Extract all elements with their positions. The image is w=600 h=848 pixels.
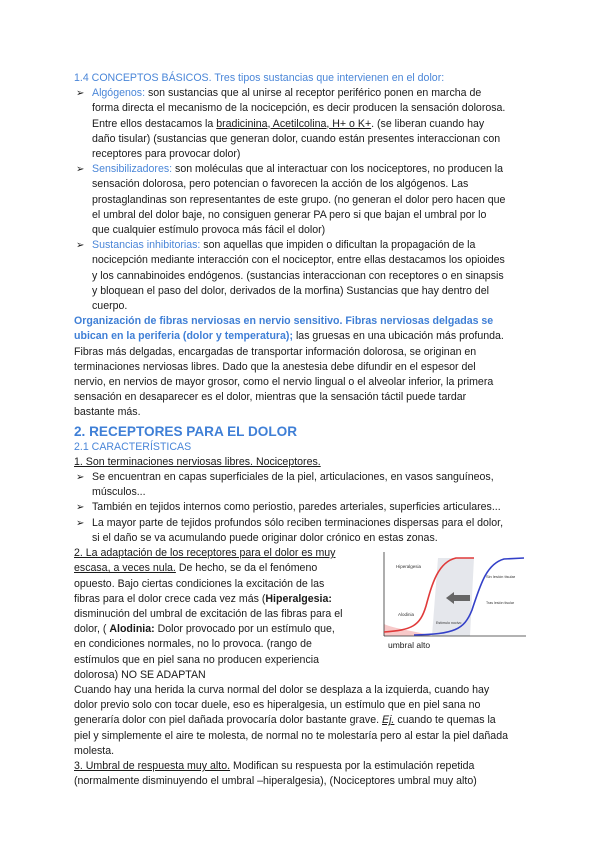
organizacion-title-2: ubican en la periferia (dolor y temperatura); — [74, 330, 293, 343]
text-line: terminaciones nerviosas libres. Dado que la anestesia debe difundir en el espesor del — [74, 360, 476, 373]
text-line: Modifican su respuesta por la estimulación repetida — [230, 759, 475, 772]
text-line: disminución del umbral de excitación de las fibras para el — [74, 607, 343, 620]
text-line: Se encuentran en capas superficiales de la piel, articulaciones, en vasos sanguíneos, — [92, 471, 494, 484]
section-2-1-title: 2.1 CARACTERÍSTICAS — [74, 440, 192, 453]
text-line: bastante más. — [74, 406, 141, 419]
text-line: son moléculas que al interactuar con los nociceptores, no producen la — [172, 163, 504, 176]
text-line: sensación en desaparecer es el dolor, mientras que la sensación táctil puede tardar — [74, 391, 467, 404]
text-line: (normalmente disminuyendo el umbral –hiperalgesia), (Nociceptores umbral muy alto) — [74, 775, 477, 788]
arrow-bullet-icon: ➢ — [76, 240, 85, 252]
text-line: dolor, ( — [74, 623, 110, 636]
text-line: si el daño se va acumulando puede originar dolor crónico en estas zonas. — [92, 531, 438, 544]
text-line: músculos... — [92, 486, 146, 499]
point-1: 1. Son terminaciones nerviosas libres. Nociceptores. — [74, 455, 321, 468]
arrow-bullet-icon: ➢ — [76, 517, 85, 529]
text-line: que cualquier estímulo provoca más fácil el dolor) — [92, 224, 326, 237]
text-line: generaría dolor con piel dañada provocaría dolor bastante grave. — [74, 714, 383, 727]
text-line: Dolor provocado por un estímulo que, — [154, 623, 335, 636]
text-line: nervio, en nervios de mayor grosor, como el nervio lingual o el alveolar inferior, la primera — [74, 376, 494, 389]
bullet-sensibilizadores — [74, 162, 530, 238]
point-2-heading-cont: escasa, a veces nula. — [74, 562, 176, 575]
text-line: sensación dolorosa, pero potencian o favorecen la acción de los algógenos. Las — [92, 178, 469, 191]
text-line: . (se liberan cuando hay — [371, 117, 485, 130]
section-2-title: 2. RECEPTORES PARA EL DOLOR — [74, 423, 298, 439]
text-line: De hecho, se da el fenómeno — [175, 562, 318, 575]
text-line: opuesto. Bajo ciertas condiciones la excitación de las — [74, 577, 325, 590]
ej-italic: Ej. — [382, 714, 395, 727]
organizacion-title: Organización de fibras nerviosas en nervio sensitivo. Fibras nerviosas delgadas se — [74, 315, 494, 328]
text-line: Entre ellos destacamos la — [92, 117, 217, 130]
arrow-bullet-icon: ➢ — [76, 88, 85, 100]
arrow-bullet-icon: ➢ — [76, 472, 85, 484]
bullet-capas-superficiales — [74, 470, 530, 500]
arrow-bullet-icon: ➢ — [76, 164, 85, 176]
text-line: dolor previo solo con tocar duele, eso es hiperalgesia, un estímulo que en piel sana no — [74, 699, 481, 712]
text-line: cuando te quemas la — [394, 714, 496, 727]
text-line: en condiciones normales, no lo provoca. (rango de — [74, 638, 312, 651]
text-line: piel y simplemente el aire te molesta, de normal no te molestaría pero al estar la piel dañada — [74, 729, 508, 742]
bullet-algogenos — [74, 86, 530, 162]
text-line: Fibras más delgadas, encargadas de transportar información dolorosa, se originan en — [74, 345, 477, 358]
arrow-bullet-icon: ➢ — [76, 502, 85, 514]
text-line: receptores para provocar dolor) — [92, 148, 241, 161]
text-line: el umbral del dolor baje, no consiguen generar PA pero si que bajan el umbral por lo — [92, 208, 487, 221]
text-line: fibras para el dolor crece cada vez más ( — [74, 592, 266, 605]
text-line: forma directa el mecanismo de la nocicepción, es decir producen la sensación dolorosa. — [92, 102, 506, 115]
text-line: dolorosa) NO SE ADAPTAN — [74, 668, 206, 681]
text-line: Cuando hay una herida la curva normal del dolor se desplaza a la izquierda, cuando hay — [74, 683, 490, 696]
text-line: cuerpo. — [92, 300, 128, 313]
text-line: las gruesas en una ubicación más profunda. — [293, 330, 504, 343]
label-umbral-alto: umbral alto — [388, 640, 431, 651]
text-line: También en tejidos internos como periostio, paredes arteriales, superficies articulares... — [92, 501, 501, 514]
point-2-text — [74, 546, 350, 683]
point-2-with-figure — [74, 546, 530, 683]
bullet-tejidos-profundos — [74, 516, 530, 546]
pain-threshold-curve-figure — [374, 546, 532, 654]
text-line: son aquellas que impiden o dificultan la propagación de la — [200, 239, 476, 252]
term-sensibilizadores: Sensibilizadores: — [92, 163, 173, 176]
underlined-substances: bradicinina, Acetilcolina, H+ o K+ — [216, 117, 372, 130]
point-3-heading: 3. Umbral de respuesta muy alto. — [74, 759, 231, 772]
label-alodinia: Alodinia — [398, 612, 415, 618]
text-line: son sustancias que al unirse al receptor periférico ponen en marcha de — [145, 87, 482, 100]
label-legend: Tras lesión tisular — [486, 601, 515, 606]
label-normal: Sin lesión tisular — [486, 574, 516, 580]
bullet-sustancias-inhibitorias — [74, 238, 530, 314]
text-line: estímulos que en piel sana no producen experiencia — [74, 653, 319, 666]
label-stimulus: Estímulo nocivo — [436, 621, 462, 626]
bullet-tejidos-internos — [74, 500, 530, 515]
text-line: nocicepción mediante interacción con el nociceptor, entre ellas destacamos los opioides — [92, 254, 505, 267]
text-line: daño tisular) (sustancias que generan dolor, cuando están presentes interaccionan con — [92, 132, 501, 145]
text-line: y los cannabinoides endógenos. (sustancias interaccionan con receptores o en sinapsis — [92, 269, 504, 282]
document-page — [74, 71, 530, 789]
point-2-heading: 2. La adaptación de los receptores para el dolor es muy — [74, 547, 336, 560]
text-line: y bloquean el paso del dolor, derivados de la morfina) Sustancias que hay dentro del — [92, 284, 489, 297]
label-hiperalgesia: Hiperalgesia — [396, 564, 422, 570]
term-inhibitorias: Sustancias inhibitorias: — [92, 239, 201, 252]
text-line: prostaglandinas son representantes de este grupo. (no generan el dolor pero hacen que — [92, 193, 506, 206]
text-line: molesta. — [74, 744, 115, 757]
term-hiperalgesia: Hiperalgesia: — [265, 592, 332, 605]
section-1-4-title: 1.4 CONCEPTOS BÁSICOS. Tres tipos sustancias que intervienen en el dolor: — [74, 72, 445, 84]
text-line: La mayor parte de tejidos profundos sólo reciben terminaciones dispersas para el dolor, — [92, 516, 504, 529]
term-algogenos: Algógenos: — [92, 87, 146, 100]
term-alodinia: Alodinia: — [109, 623, 155, 636]
